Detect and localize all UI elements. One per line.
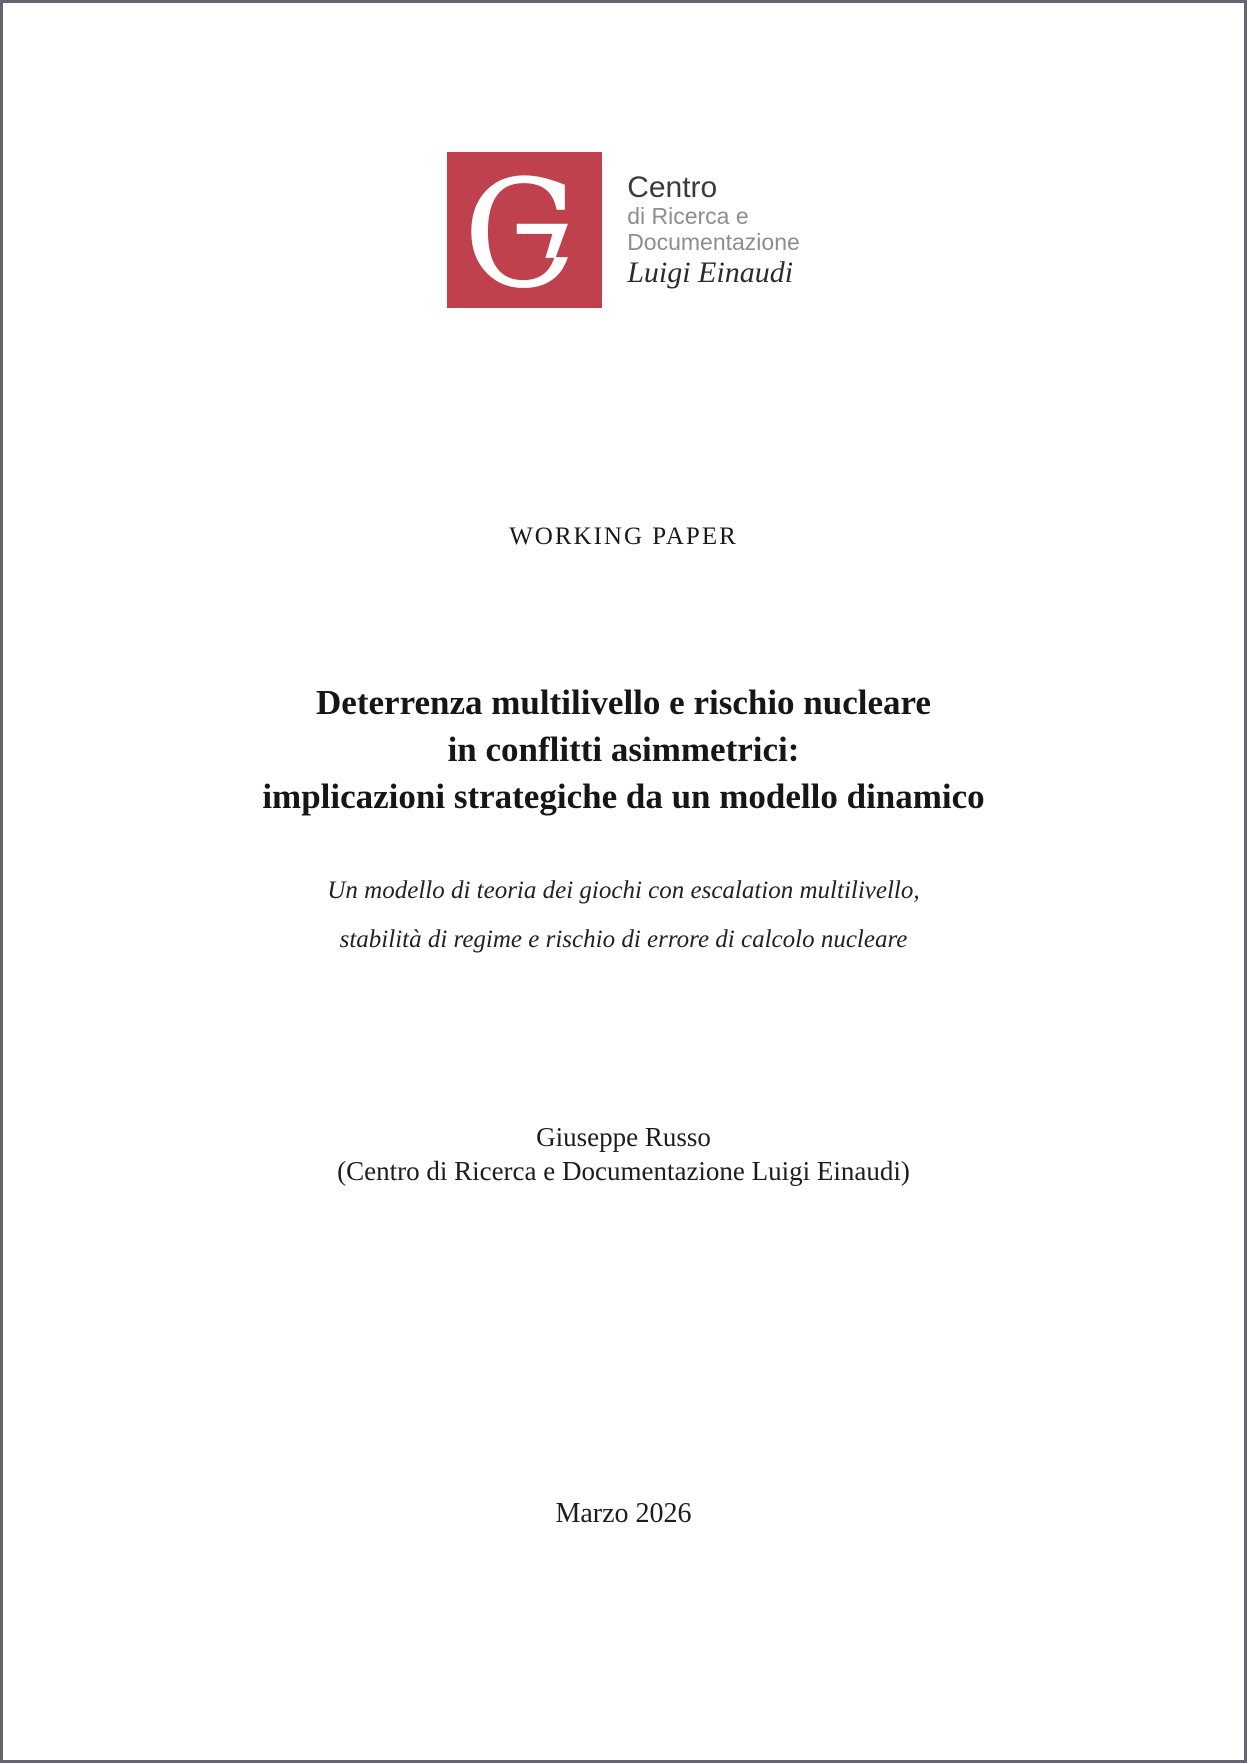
paper-title-line-3: implicazioni strategiche da un modello dinamico: [262, 777, 985, 816]
paper-subtitle-line-1: Un modello di teoria dei giochi con escalation multilivello,: [327, 877, 920, 904]
logo-line-centro: Centro: [627, 170, 718, 204]
paper-subtitle-line-2: stabilità di regime e rischio di errore di calcolo nucleare: [339, 926, 908, 953]
author-affiliation: (Centro di Ricerca e Documentazione Luigi Einaudi): [337, 1156, 910, 1186]
paper-title-line-1: Deterrenza multilivello e rischio nucleare: [316, 683, 931, 722]
logo-line-documentazione: Documentazione: [627, 229, 800, 255]
working-paper-label: WORKING PAPER: [509, 523, 738, 550]
logo-line-luigi-einaudi: Luigi Einaudi: [627, 255, 794, 289]
logo-e-mark: [447, 152, 602, 308]
author-name: Giuseppe Russo: [536, 1122, 711, 1152]
publication-date: Marzo 2026: [555, 1498, 692, 1529]
centro-einaudi-logo: [3, 152, 1244, 308]
logo-line-ricerca: di Ricerca e: [627, 203, 749, 230]
paper-subtitle: [3, 866, 1244, 964]
logo-wordmark: [627, 152, 800, 308]
paper-title: [63, 679, 1184, 820]
paper-title-line-2: in conflitti asimmetrici:: [447, 730, 800, 769]
author-block: [3, 1120, 1244, 1188]
svg-text:C: C: [463, 152, 577, 308]
letter-e-icon: [447, 152, 602, 308]
